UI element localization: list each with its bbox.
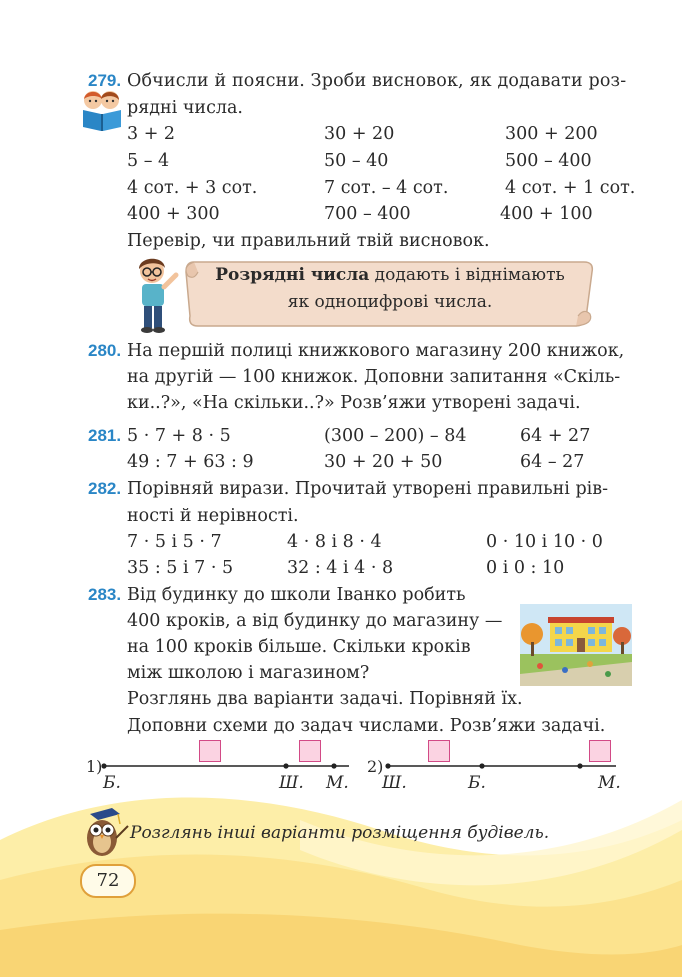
rule-text — [200, 261, 580, 289]
exercise-text: Розглянь два варіанти задачі. Порівняй їх. — [127, 689, 523, 709]
point-label-school: Ш. — [382, 773, 407, 793]
exercise-text: Обчисли й поясни. Зроби висновок, як додавати роз- — [127, 71, 627, 91]
school-yard-illustration — [520, 604, 632, 686]
expression: (300 – 200) – 84 — [324, 426, 467, 446]
expression: 3 + 2 — [127, 124, 176, 144]
exercise-text: між школою і магазином? — [127, 663, 370, 683]
expression: 64 + 27 — [520, 426, 591, 446]
exercise-text: Перевір, чи правильний твій висновок. — [127, 231, 490, 251]
exercise-text: Порівняй вирази. Прочитай утворені правильні рів- — [127, 479, 609, 499]
comparison: 7 · 5 і 5 · 7 — [127, 532, 222, 552]
exercise-text: на 100 кроків більше. Скільки кроків — [127, 637, 471, 657]
scheme-label: 2) — [367, 757, 384, 776]
expression: 30 + 20 — [324, 124, 395, 144]
comparison: 0 і 0 : 10 — [486, 558, 565, 578]
expression: 30 + 20 + 50 — [324, 452, 443, 472]
segment-schemes — [84, 735, 634, 795]
exercise-text: Від будинку до школи Іванко робить — [127, 585, 466, 605]
exercise-number: 279. — [88, 71, 122, 90]
expression: 4 сот. + 1 сот. — [505, 178, 636, 198]
exercise-number: 281. — [88, 426, 122, 445]
expression: 700 – 400 — [324, 204, 411, 224]
exercise-text: ки..?», «На скільки..?» Розв’яжи утворені задачі. — [127, 393, 581, 413]
exercise-text: ності й нерівності. — [127, 506, 299, 526]
rule-text: як одноцифрові числа. — [287, 292, 493, 312]
point-label-shop: М. — [326, 773, 349, 793]
comparison: 32 : 4 і 4 · 8 — [287, 558, 394, 578]
scheme-label: 1) — [86, 757, 103, 776]
expression: 400 + 300 — [127, 204, 220, 224]
expression: 50 – 40 — [324, 151, 389, 171]
exercise-number: 282. — [88, 479, 122, 498]
exercise-text: 400 кроків, а від будинку до магазину — — [127, 611, 503, 631]
tip-text: Розглянь інші варіанти розміщення будівель. — [130, 823, 550, 843]
expression: 7 сот. – 4 сот. — [324, 178, 449, 198]
answer-box[interactable] — [589, 740, 611, 762]
expression: 4 сот. + 3 сот. — [127, 178, 258, 198]
rule-text-rest: додають і віднімають — [369, 265, 565, 285]
page-number-badge — [80, 864, 136, 898]
point-label-shop: М. — [598, 773, 621, 793]
answer-box[interactable] — [199, 740, 221, 762]
answer-box[interactable] — [299, 740, 321, 762]
comparison: 0 · 10 і 10 · 0 — [486, 532, 603, 552]
exercise-text: рядні числа. — [127, 98, 243, 118]
expression: 5 · 7 + 8 · 5 — [127, 426, 231, 446]
exercise-text: На першій полиці книжкового магазину 200 книжок, — [127, 341, 625, 361]
page-number: 72 — [96, 870, 120, 891]
point-label-home: Б. — [468, 773, 486, 793]
answer-box[interactable] — [428, 740, 450, 762]
kids-reading-icon — [80, 88, 124, 132]
exercise-number: 280. — [88, 341, 122, 360]
expression: 49 : 7 + 63 : 9 — [127, 452, 254, 472]
exercise-number: 283. — [88, 585, 122, 604]
expression: 500 – 400 — [505, 151, 592, 171]
comparison: 35 : 5 і 7 · 5 — [127, 558, 234, 578]
expression: 64 – 27 — [520, 452, 585, 472]
owl-teacher-icon — [82, 808, 130, 858]
exercise-text: Доповни схеми до задач числами. Розв’яжи задачі. — [127, 716, 606, 736]
expression: 400 + 100 — [500, 204, 593, 224]
point-label-school: Ш. — [279, 773, 304, 793]
expression: 5 – 4 — [127, 151, 170, 171]
expression: 300 + 200 — [505, 124, 598, 144]
point-label-home: Б. — [103, 773, 121, 793]
comparison: 4 · 8 і 8 · 4 — [287, 532, 382, 552]
rule-bold-term: Розрядні числа — [215, 265, 370, 285]
exercise-text: на другій — 100 книжок. Доповни запитання «Скіль- — [127, 367, 621, 387]
boy-with-glasses-illustration — [130, 255, 182, 335]
